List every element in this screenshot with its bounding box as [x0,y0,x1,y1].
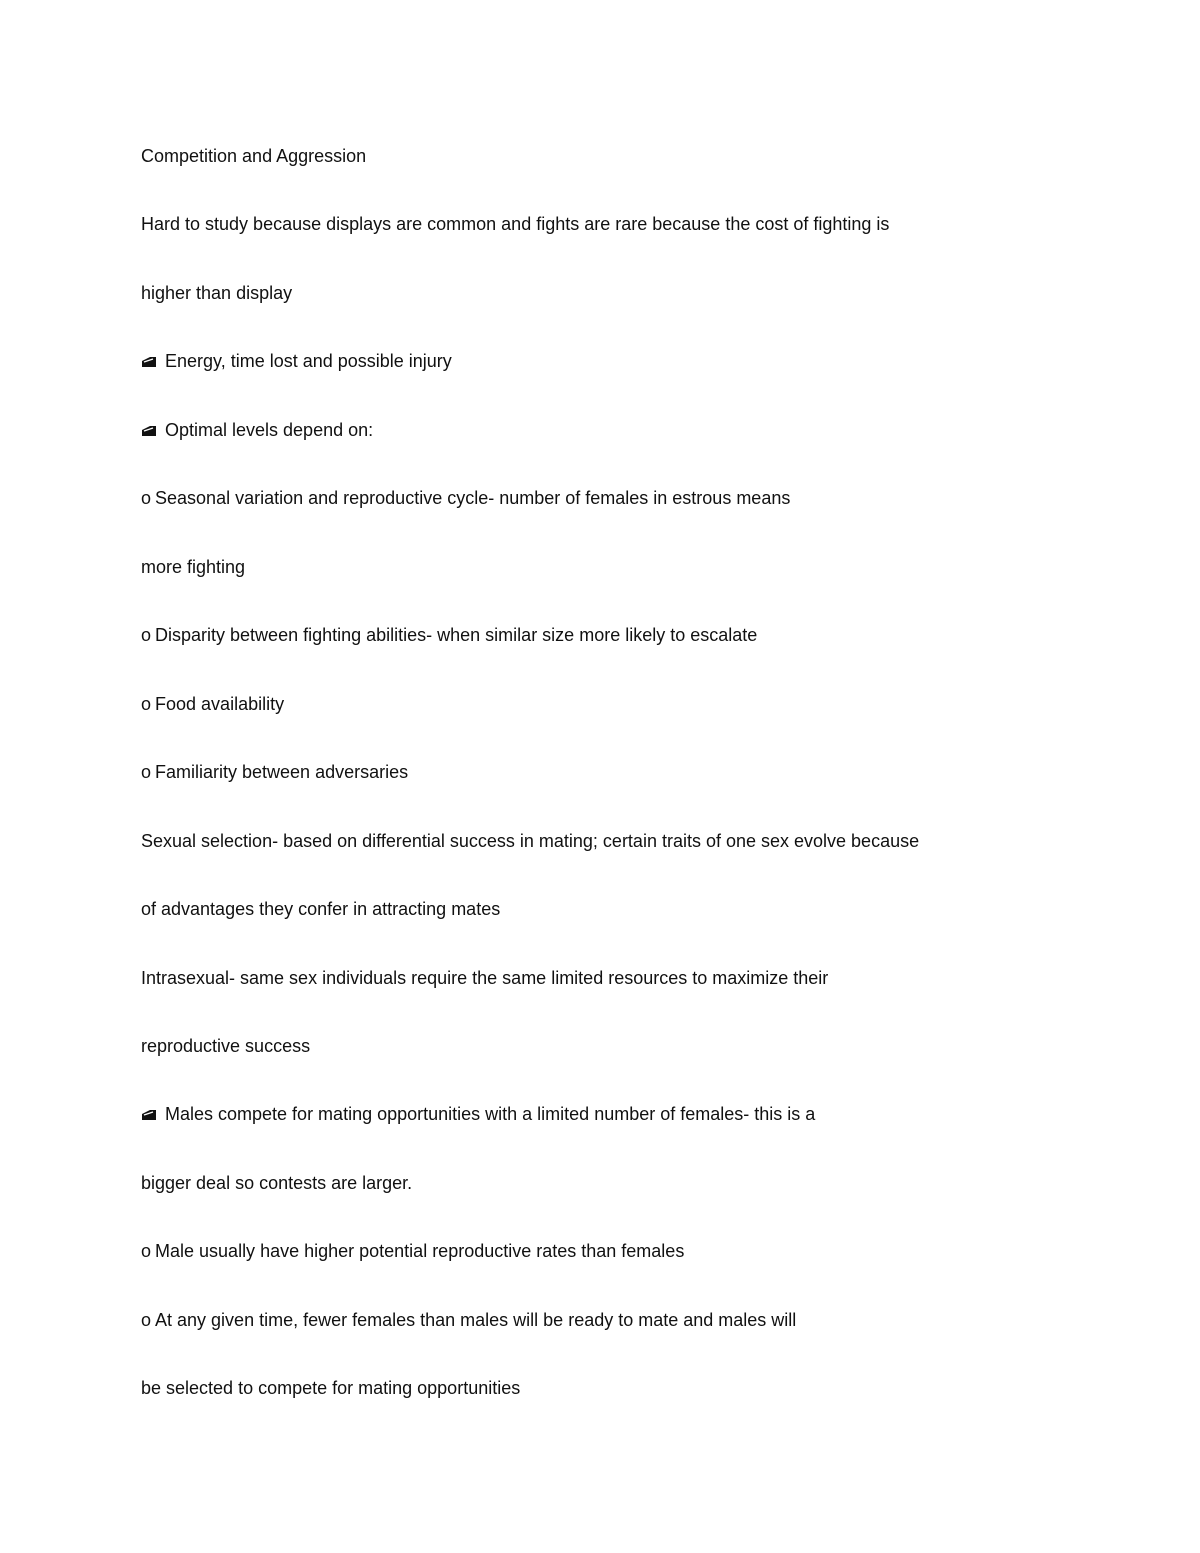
checkbox-arrow-icon [141,1109,157,1121]
paragraph-line: higher than display [141,283,293,303]
sub-bullet-item: o At any given time, fewer females than males will be ready to mate and males will [141,1310,797,1330]
bullet-item: Optimal levels depend on: [141,418,373,442]
checkbox-arrow-icon [141,356,157,368]
paragraph-line: be selected to compete for mating opportunities [141,1378,521,1398]
bullet-item: Males compete for mating opportunities with a limited number of females- this is a [141,1102,815,1126]
sub-bullet-marker: o [141,1310,152,1330]
sub-bullet-marker: o [141,694,152,714]
sub-bullet-marker: o [141,762,152,782]
sub-bullet-item: o Disparity between fighting abilities- when similar size more likely to escalate [141,625,758,645]
sub-bullet-marker: o [141,1241,152,1261]
sub-bullet-item: o Seasonal variation and reproductive cycle- number of females in estrous means [141,488,791,508]
paragraph-line: reproductive success [141,1036,311,1056]
checkbox-arrow-icon [141,425,157,437]
sub-bullet-marker: o [141,625,152,645]
paragraph-line: Intrasexual- same sex individuals require the same limited resources to maximize their [141,968,829,988]
document-title: Competition and Aggression [141,146,367,166]
sub-bullet-marker: o [141,488,152,508]
paragraph-line: Sexual selection- based on differential success in mating; certain traits of one sex evolve because [141,831,920,851]
sub-bullet-item: o Male usually have higher potential reproductive rates than females [141,1241,685,1261]
bullet-item: Energy, time lost and possible injury [141,349,452,373]
paragraph-line: bigger deal so contests are larger. [141,1173,413,1193]
sub-bullet-item: o Familiarity between adversaries [141,762,409,782]
sub-bullet-item: o Food availability [141,694,285,714]
paragraph-line: Hard to study because displays are common and fights are rare because the cost of fighting is [141,214,890,234]
paragraph-line: of advantages they confer in attracting mates [141,899,501,919]
paragraph-line: more fighting [141,557,246,577]
